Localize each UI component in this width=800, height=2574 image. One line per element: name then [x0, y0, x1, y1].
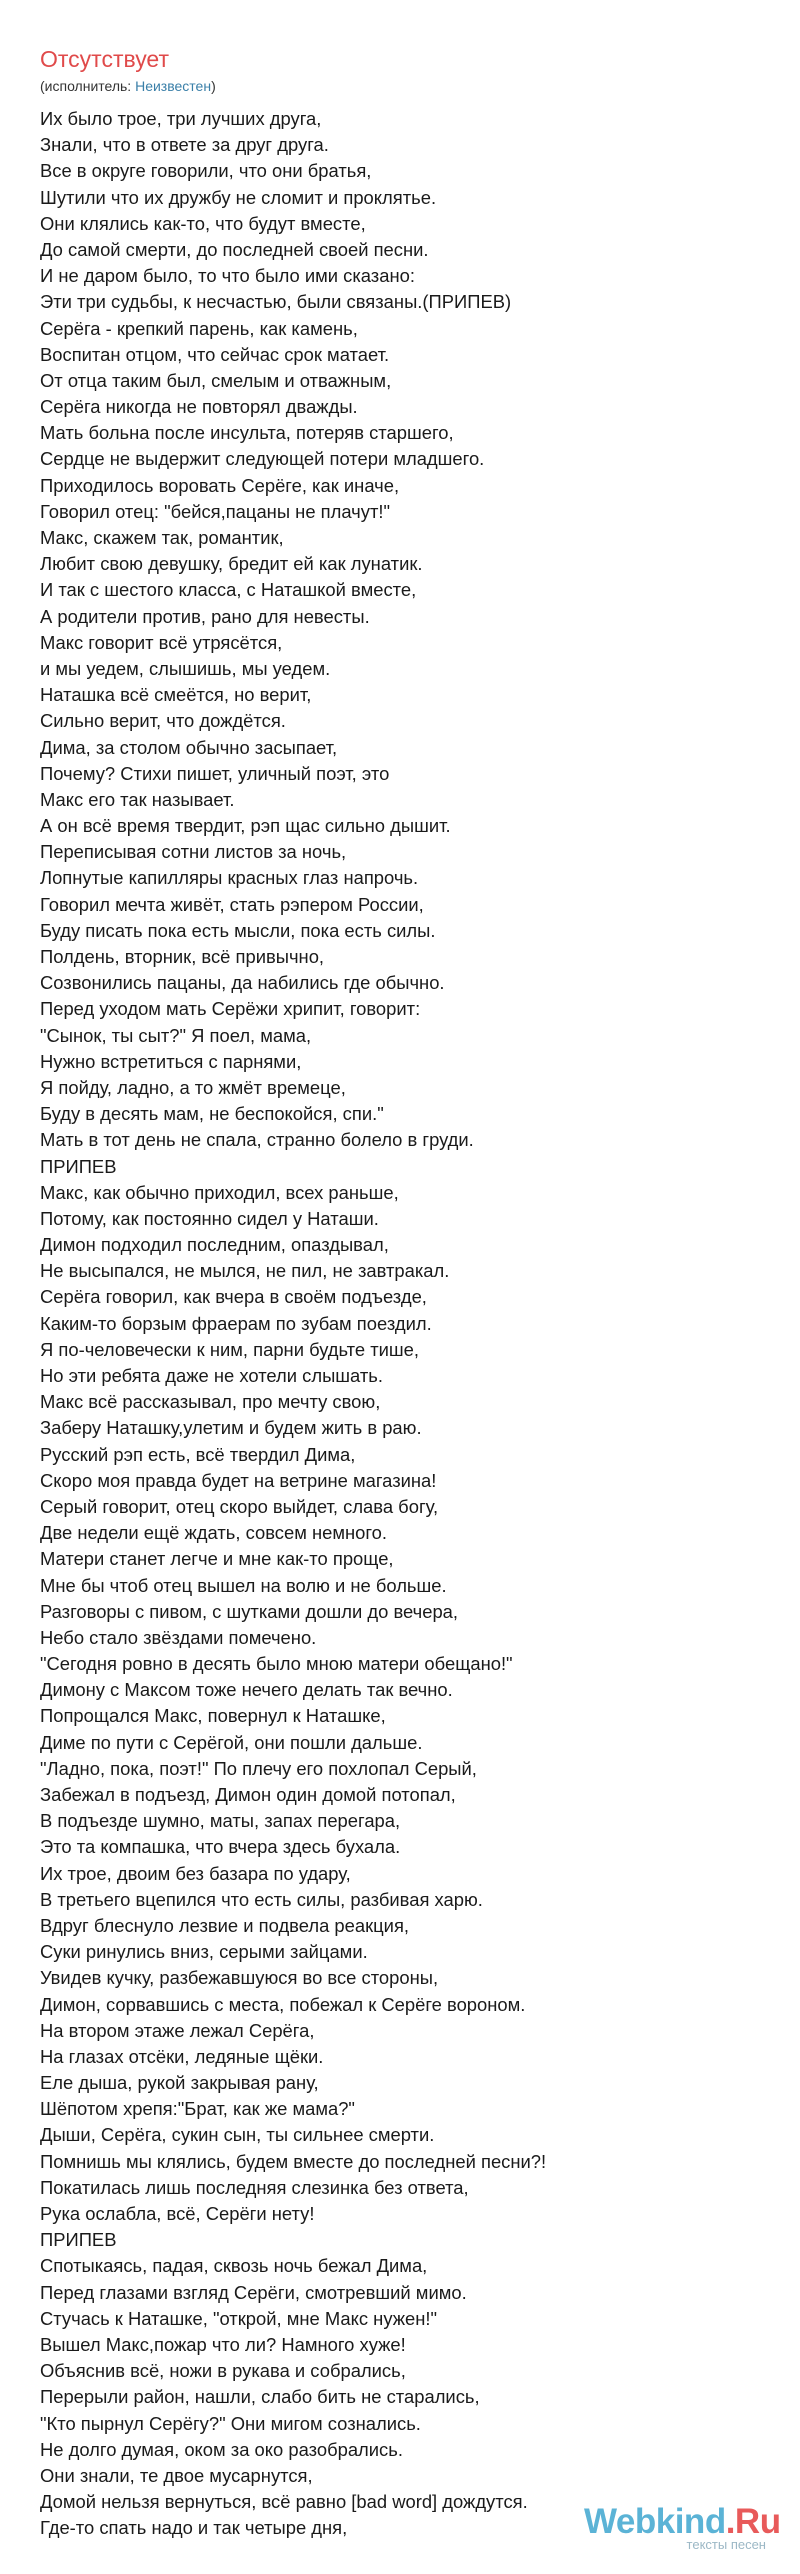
lyric-line: И не даром было, то что было ими сказано:: [40, 265, 415, 287]
lyric-line: Нужно встретиться с парнями,: [40, 1050, 302, 1072]
lyric-line: Макс говорит всё утрясётся,: [40, 631, 283, 653]
lyric-line: А родители против, рано для невесты.: [40, 605, 370, 627]
lyric-line: Забежал в подъезд, Димон один домой потопал,: [40, 1784, 456, 1805]
lyric-line: Покатилась лишь последняя слезинка без ответа,: [40, 2176, 469, 2198]
lyric-line: Помнишь мы клялись, будем вместе до последней песни?!: [40, 2150, 547, 2172]
lyric-line: Макс, как обычно приходил, всех раньше,: [40, 1181, 399, 1203]
lyric-line: Не долго думая, оком за око разобрались.: [40, 2438, 403, 2460]
lyric-line: Переписывая сотни листов за ночь,: [40, 841, 347, 863]
lyric-line: Они клялись как-то, что будут вместе,: [40, 212, 366, 234]
lyric-line: Разговоры с пивом, с шутками дошли до вечера,: [40, 1600, 459, 1622]
lyric-line: Суки ринулись вниз, серыми зайцами.: [40, 1941, 368, 1963]
lyric-line: Приходилось воровать Серёге, как иначе,: [40, 474, 400, 496]
lyric-line: Буду писать пока есть мысли, пока есть силы.: [40, 919, 436, 941]
lyric-line: Шутили что их дружбу не сломит и проклятье.: [40, 186, 437, 208]
lyric-line: Димону с Максом тоже нечего делать так вечно.: [40, 1679, 453, 1701]
song-header: [0, 0, 800, 96]
lyric-line: Говорил мечта живёт, стать рэпером России,: [40, 893, 424, 915]
lyric-line: Их трое, двоим без базара по удару,: [40, 1862, 351, 1884]
lyric-line: На втором этаже лежал Серёга,: [40, 2019, 315, 2041]
artist-line: [40, 76, 800, 96]
lyrics-text: [40, 106, 760, 2541]
logo-main: Webkind: [584, 2502, 726, 2541]
lyric-line: Я пойду, ладно, а то жмёт времеце,: [40, 1076, 346, 1098]
lyric-line: Все в округе говорили, что они братья,: [40, 160, 372, 182]
lyric-line: "Сегодня ровно в десять было мною матери обещано!": [40, 1653, 513, 1675]
logo-tld: .Ru: [725, 2502, 781, 2541]
lyric-line: Диме по пути с Серёгой, они пошли дальше.: [40, 1731, 423, 1753]
lyric-line: Сильно верит, что дождётся.: [40, 710, 286, 732]
lyric-line: Шёпотом хрепя:"Брат, как же мама?": [40, 2098, 355, 2120]
lyric-line: Макс его так называет.: [40, 788, 235, 810]
lyric-line: Наташка всё смеётся, но верит,: [40, 684, 312, 706]
lyric-line: В третьего вцепился что есть силы, разбивая харю.: [40, 1888, 483, 1910]
lyric-line: Русский рэп есть, всё твердил Дима,: [40, 1443, 356, 1465]
lyric-line: "Кто пырнул Серёгу?" Они мигом сознались.: [40, 2412, 421, 2434]
lyric-line: Сердце не выдержит следующей потери младшего.: [40, 448, 485, 470]
lyric-line: Каким-то борзым фраерам по зубам поездил.: [40, 1312, 432, 1334]
lyric-line: Небо стало звёздами помечено.: [40, 1626, 317, 1648]
lyric-line: Потому, как постоянно сидел у Наташи.: [40, 1207, 379, 1229]
lyric-line: Спотыкаясь, падая, сквозь ночь бежал Дима,: [40, 2255, 428, 2277]
lyric-line: Знали, что в ответе за друг друга.: [40, 134, 329, 156]
logo-tagline: тексты песен: [686, 2537, 766, 2552]
lyric-line: До самой смерти, до последней своей песни.: [40, 238, 429, 260]
lyric-line: Перед глазами взгляд Серёги, смотревший мимо.: [40, 2281, 467, 2303]
artist-link[interactable]: Неизвестен: [135, 78, 212, 94]
lyric-line: Объяснив всё, ножи в рукава и собрались,: [40, 2360, 406, 2382]
lyric-line: Заберу Наташку,улетим и будем жить в раю.: [40, 1417, 422, 1439]
lyric-line: Где-то спать надо и так четыре дня,: [40, 2517, 348, 2539]
site-watermark: [584, 2502, 784, 2562]
lyric-line: Скоро моя правда будет на ветрине магазина!: [40, 1469, 437, 1491]
lyric-line: Буду в десять мам, не беспокойся, спи.": [40, 1103, 384, 1125]
lyric-line: Стучась к Наташке, "открой, мне Макс нужен!": [40, 2307, 438, 2329]
lyric-line: Домой нельзя вернуться, всё равно [bad word] дождутся.: [40, 2491, 528, 2513]
lyric-line: Перед уходом мать Серёжи хрипит, говорит:: [40, 998, 421, 1020]
lyric-line: И так с шестого класса, с Наташкой вместе,: [40, 579, 417, 601]
lyric-line: Вдруг блеснуло лезвие и подвела реакция,: [40, 1914, 410, 1936]
lyric-line: Любит свою девушку, бредит ей как лунатик.: [40, 553, 423, 575]
lyric-line: ПРИПЕВ: [40, 2229, 117, 2251]
lyric-line: Серёга говорил, как вчера в своём подъезде,: [40, 1286, 427, 1308]
lyric-line: Макс всё рассказывал, про мечту свою,: [40, 1391, 381, 1413]
lyric-line: Я по-человечески к ним, парни будьте тише,: [40, 1338, 420, 1360]
song-title: Отсутствует: [40, 46, 169, 72]
lyric-line: "Ладно, пока, поэт!" По плечу его похлопал Серый,: [40, 1757, 477, 1779]
lyric-line: ПРИПЕВ: [40, 1155, 117, 1177]
lyric-line: Лопнутые капилляры красных глаз напрочь.: [40, 867, 419, 889]
lyric-line: Две недели ещё ждать, совсем немного.: [40, 1522, 387, 1544]
lyric-line: Еле дыша, рукой закрывая рану,: [40, 2072, 319, 2094]
webkind-logo: [584, 2502, 784, 2542]
lyric-line: Серый говорит, отец скоро выйдет, слава богу,: [40, 1495, 439, 1517]
lyric-line: Попрощался Макс, повернул к Наташке,: [40, 1705, 386, 1727]
lyric-line: А он всё время твердит, рэп щас сильно дышит.: [40, 815, 451, 837]
lyric-line: Полдень, вторник, всё привычно,: [40, 946, 325, 967]
lyric-line: Вышел Макс,пожар что ли? Намного хуже!: [40, 2333, 406, 2355]
lyric-line: Дима, за столом обычно засыпает,: [40, 736, 338, 758]
lyric-line: Перерыли район, нашли, слабо бить не старались,: [40, 2386, 480, 2408]
lyric-line: Это та компашка, что вчера здесь бухала.: [40, 1836, 401, 1858]
lyric-line: "Сынок, ты сыт?" Я поел, мама,: [40, 1024, 312, 1046]
lyric-line: Созвонились пацаны, да набились где обычно.: [40, 972, 445, 994]
lyric-line: Димон подходил последним, опаздывал,: [40, 1234, 389, 1256]
lyric-line: Серёга - крепкий парень, как камень,: [40, 317, 358, 339]
lyric-line: Мать в тот день не спала, странно болело в груди.: [40, 1129, 474, 1151]
lyric-line: Их было трое, три лучших друга,: [40, 108, 322, 129]
lyric-line: Но эти ребята даже не хотели слышать.: [40, 1365, 383, 1386]
lyric-line: Дыши, Серёга, сукин сын, ты сильнее смерти.: [40, 2124, 435, 2146]
lyric-line: Воспитан отцом, что сейчас срок матает.: [40, 343, 390, 365]
lyric-line: и мы уедем, слышишь, мы уедем.: [40, 657, 331, 679]
artist-prefix: (исполнитель:: [40, 78, 136, 94]
lyric-line: Не высыпался, не мылся, не пил, не завтракал.: [40, 1260, 450, 1282]
lyric-line: Матери станет легче и мне как-то проще,: [40, 1548, 394, 1570]
lyric-line: Говорил отец: "бейся,пацаны не плачут!": [40, 500, 391, 522]
lyric-line: Мне бы чтоб отец вышел на волю и не больше.: [40, 1574, 447, 1596]
artist-suffix: ): [211, 78, 216, 94]
lyric-line: Серёга никогда не повторял дважды.: [40, 396, 358, 418]
lyric-line: Димон, сорвавшись с места, побежал к Серёге вороном.: [40, 1993, 526, 2015]
lyric-line: Макс, скажем так, романтик,: [40, 527, 284, 548]
lyric-line: В подъезде шумно, маты, запах перегара,: [40, 1810, 401, 1832]
lyric-line: На глазах отсёки, ледяные щёки.: [40, 2045, 324, 2067]
lyric-line: Почему? Стихи пишет, уличный поэт, это: [40, 762, 390, 784]
lyric-line: Увидев кучку, разбежавшуюся во все стороны,: [40, 1967, 439, 1989]
lyric-line: Рука ослабла, всё, Серёги нету!: [40, 2203, 315, 2224]
lyric-line: Эти три судьбы, к несчастью, были связаны.(ПРИПЕВ): [40, 291, 512, 313]
lyric-line: Мать больна после инсульта, потеряв старшего,: [40, 422, 454, 444]
lyric-line: От отца таким был, смелым и отважным,: [40, 369, 392, 391]
lyric-line: Они знали, те двое мусарнутся,: [40, 2464, 313, 2486]
